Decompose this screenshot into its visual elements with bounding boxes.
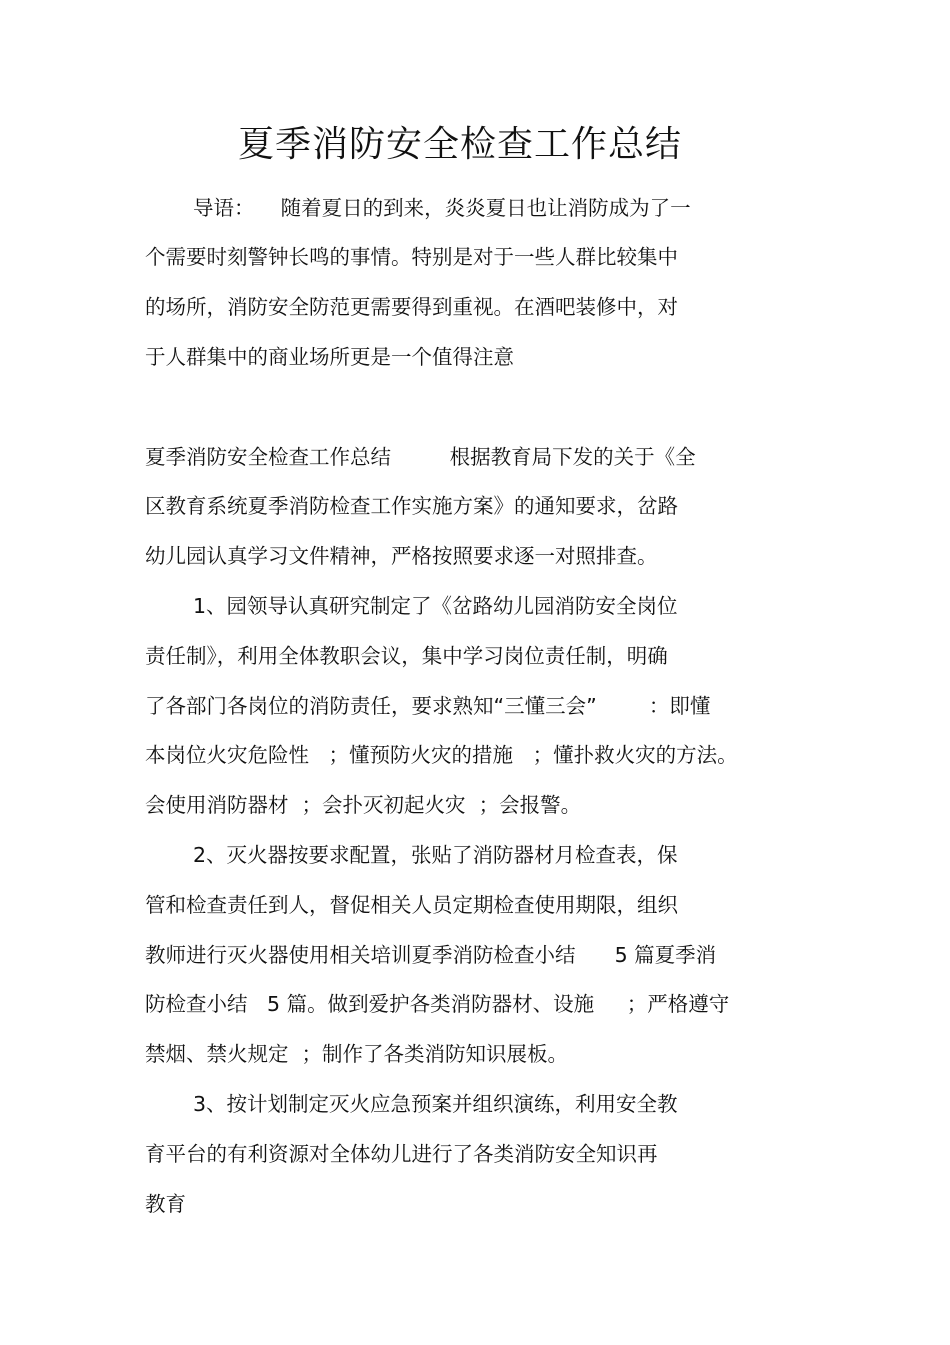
item-3-line-2: 育平台的有利资源对全体幼儿进行了各类消防安全知识再 — [145, 1142, 658, 1166]
item-2-line-4: 防检查小结 5 篇。做到爱护各类消防器材、设施 ；严格遵守 — [145, 992, 730, 1016]
intro-line-2: 个需要时刻警钟长鸣的事情。特别是对于一些人群比较集中 — [145, 245, 678, 269]
intro-line-1: 导语： 随着夏日的到来，炎炎夏日也让消防成为了一 — [193, 196, 691, 220]
body-line-2: 区教育系统夏季消防检查工作实施方案》的通知要求，岔路 — [145, 494, 678, 518]
intro-line-4: 于人群集中的商业场所更是一个值得注意 — [145, 345, 514, 369]
document-title: 夏季消防安全检查工作总结 — [237, 124, 682, 165]
body-line-1: 夏季消防安全检查工作总结 根据教育局下发的关于《全 — [145, 445, 696, 469]
intro-line-3: 的场所，消防安全防范更需要得到重视。在酒吧装修中，对 — [145, 295, 678, 319]
item-1-line-4: 本岗位火灾危险性 ；懂预防火灾的措施 ；懂扑救火灾的方法。 — [145, 743, 738, 767]
body-line-3: 幼儿园认真学习文件精神，严格按照要求逐一对照排查。 — [145, 544, 658, 568]
item-2-line-1: 2、灭火器按要求配置，张贴了消防器材月检查表，保 — [193, 843, 678, 867]
item-3-line-3: 教育 — [145, 1192, 186, 1216]
item-2-line-5: 禁烟、禁火规定 ；制作了各类消防知识展板。 — [145, 1042, 569, 1066]
item-1-line-1: 1、园领导认真研究制定了《岔路幼儿园消防安全岗位 — [193, 594, 678, 618]
item-2-line-2: 管和检查责任到人，督促相关人员定期检查使用期限，组织 — [145, 893, 678, 917]
item-3-line-1: 3、按计划制定灭火应急预案并组织演练，利用安全教 — [193, 1092, 678, 1116]
item-1-line-5: 会使用消防器材 ；会扑灭初起火灾 ；会报警。 — [145, 793, 582, 817]
item-2-line-3: 教师进行灭火器使用相关培训夏季消防检查小结 5 篇夏季消 — [145, 943, 717, 967]
item-1-line-3: 了各部门各岗位的消防责任，要求熟知“三懂三会” ：即懂 — [145, 694, 711, 718]
item-1-line-2: 责任制》，利用全体教职会议，集中学习岗位责任制，明确 — [145, 644, 668, 668]
